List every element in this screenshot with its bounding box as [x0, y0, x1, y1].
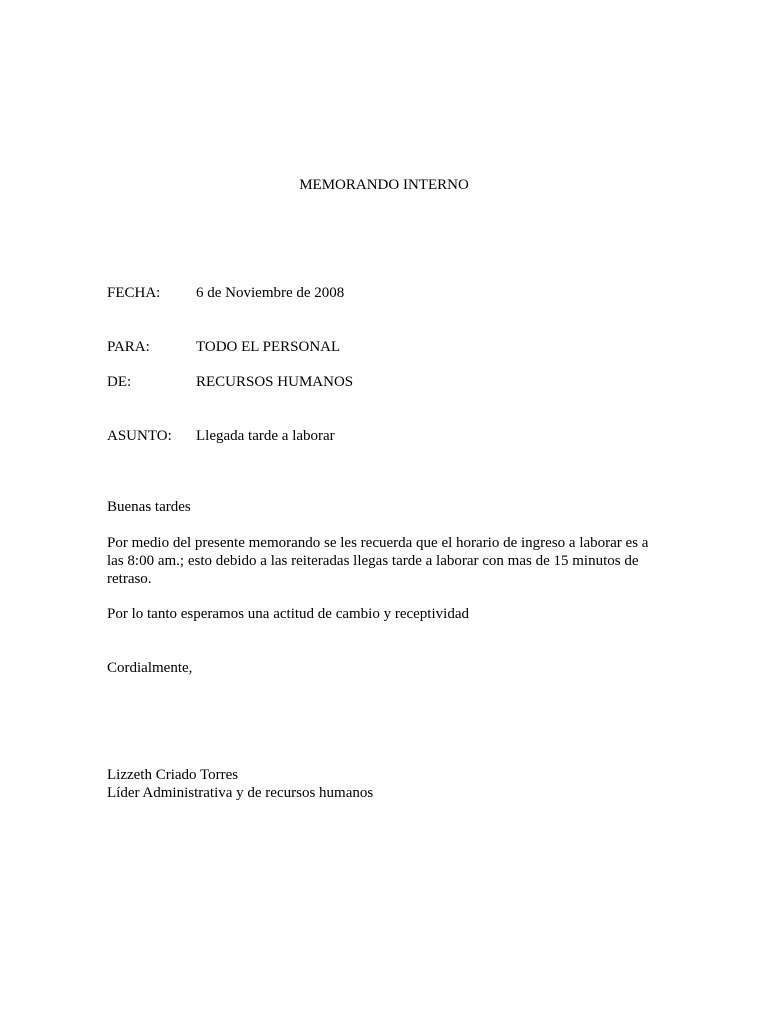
para-label: PARA: [107, 339, 150, 355]
signature-role: Líder Administrativa y de recursos humanos [107, 785, 374, 801]
para-value: TODO EL PERSONAL [196, 339, 341, 355]
closing: Cordialmente, [107, 660, 193, 676]
asunto-value: Llegada tarde a laborar [196, 428, 335, 444]
de-label: DE: [107, 374, 132, 390]
fecha-label: FECHA: [107, 285, 161, 301]
fecha-value: 6 de Noviembre de 2008 [196, 285, 345, 301]
greeting: Buenas tardes [107, 499, 191, 515]
asunto-label: ASUNTO: [107, 428, 172, 444]
body-paragraph-2: Por lo tanto esperamos una actitud de cambio y receptividad [107, 606, 469, 622]
de-value: RECURSOS HUMANOS [196, 374, 354, 390]
memo-title: MEMORANDO INTERNO [299, 177, 469, 193]
signature-name: Lizzeth Criado Torres [107, 767, 239, 783]
body-paragraph-1: Por medio del presente memorando se les recuerda que el horario de ingreso a laborar es a las 8:00 am.; esto debido a las reiteradas llegas tarde a laborar con mas de 15 minutos de retraso. [107, 535, 649, 587]
